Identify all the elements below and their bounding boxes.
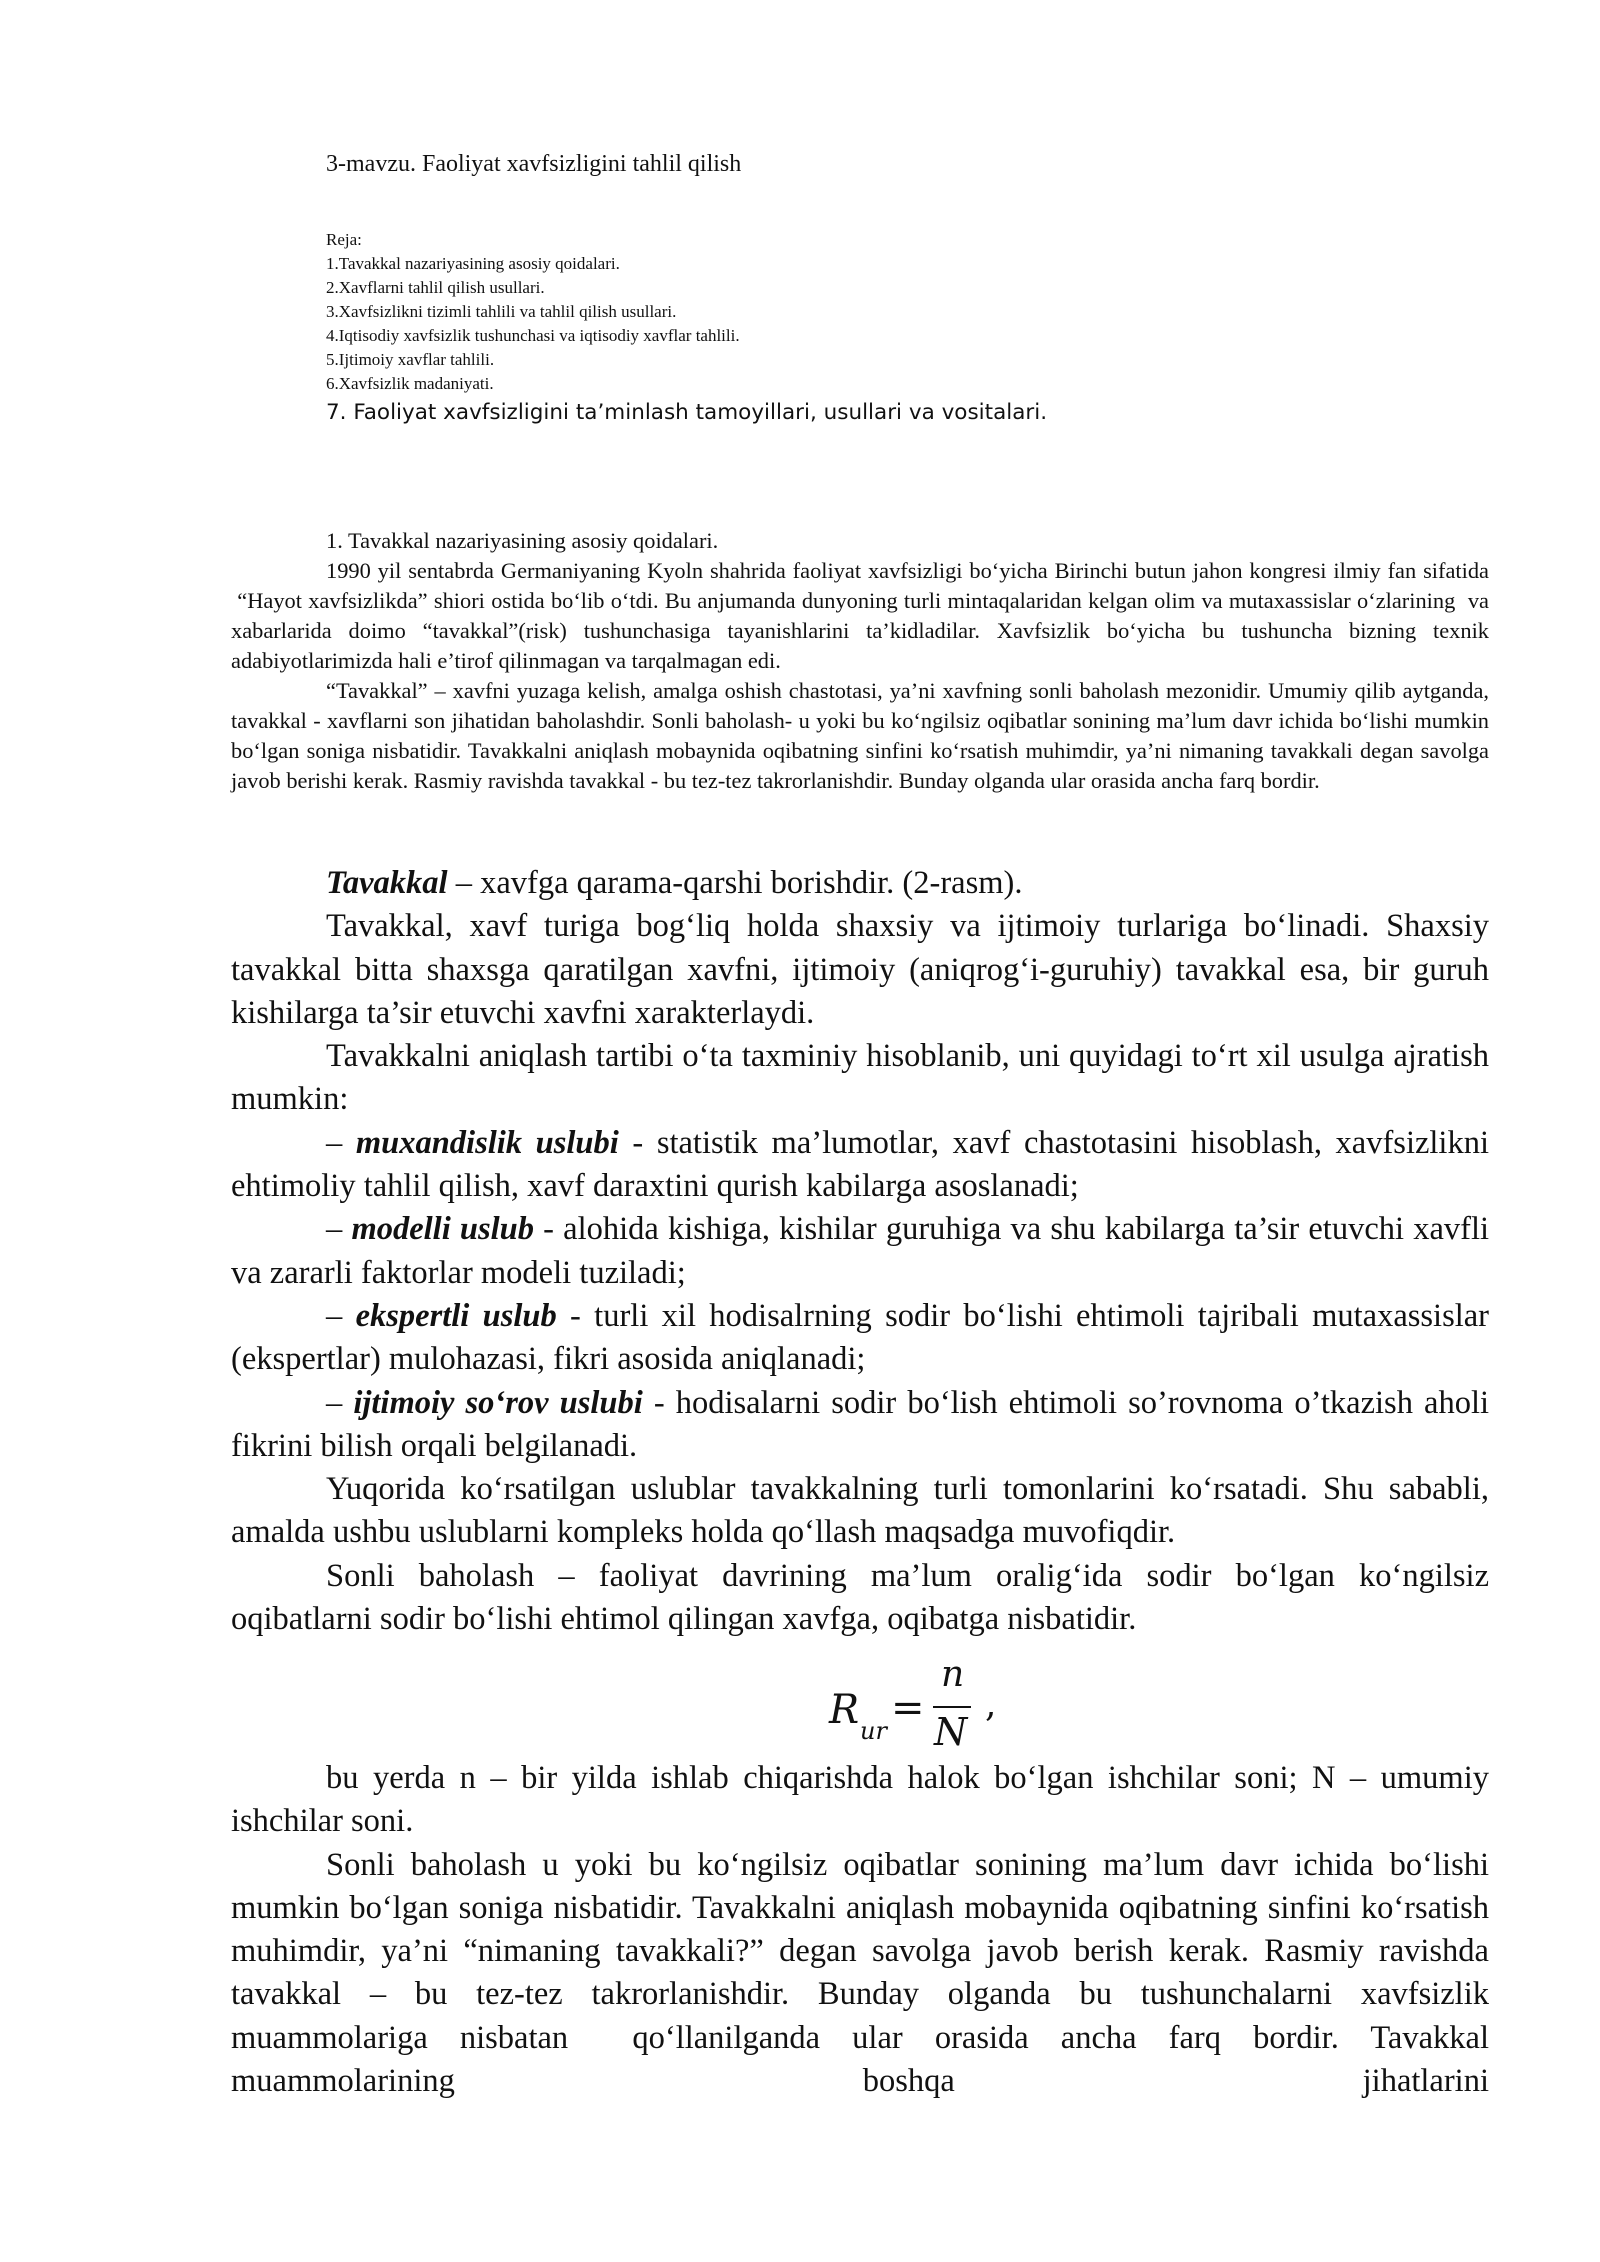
- plan-item: 1.Tavakkal nazariyasining asosiy qoidalari.: [326, 254, 620, 273]
- method-item: – muxandislik uslubi - statistik ma’lumotlar, xavf chastotasini hisoblash, xavfsizlikni ehtimoliy tahlil qilish, xavf daraxtini qurish kabilarga asoslanadi;: [231, 1124, 1489, 1205]
- fraction-bar: [933, 1706, 971, 1708]
- method-item: – ijtimoiy so‘rov uslubi - hodisalarni sodir bo‘lish ehtimoli so’rovnoma o’tkazish aholi fikrini bilish orqali belgilanadi.: [231, 1384, 1490, 1464]
- defined-term: Tavakkal: [326, 865, 448, 901]
- formula-denominator: N: [934, 1710, 968, 1754]
- plan-item: 3.Xavfsizlikni tizimli tahlili va tahlil qilish usullari.: [326, 302, 677, 321]
- formula-subscript: ur: [860, 1717, 887, 1745]
- plan-item: 6.Xavfsizlik madaniyati.: [326, 374, 494, 393]
- definition-text: – xavfga qarama-qarshi borishdir. (2-rasm).: [447, 865, 1023, 901]
- paragraph: Yuqorida ko‘rsatilgan uslublar tavakkalning turli tomonlarini ko‘rsatadi. Shu sababli, amalda ushbu uslublarni kompleks holda qo‘llash maqsadga muvofiqdir.: [231, 1471, 1489, 1551]
- method-term: ekspertli uslub: [355, 1297, 557, 1334]
- plan-item: 5.Ijtimoiy xavflar tahlili.: [326, 350, 495, 369]
- main-text-upper: [231, 862, 1489, 1641]
- risk-formula: [829, 1654, 1029, 1760]
- paragraph: Sonli baholash – faoliyat davrining ma’lum oralig‘ida sodir bo‘lgan ko‘ngilsiz oqibatlarni sodir bo‘lishi ehtimol qilingan xavfga, oqibatga nisbatidir.: [231, 1557, 1489, 1638]
- plan-list: [326, 228, 1047, 430]
- method-term: ijtimoiy so‘rov uslubi: [353, 1384, 643, 1421]
- plan-heading: Reja:: [326, 230, 362, 249]
- paragraph: Tavakkal, xavf turiga bog‘liq holda shaxsiy va ijtimoiy turlariga bo‘linadi. Shaxsiy tavakkal bitta shaxsga qaratilgan xavfni, ijtimoiy (aniqrog‘i-guruhiy) tavakkal esa, bir guruh kishilarga ta’sir etuvchi xavfni xarakterlaydi.: [231, 908, 1489, 1031]
- method-term: modelli uslub: [351, 1211, 534, 1248]
- formula-numerator: n: [941, 1654, 965, 1695]
- paragraph: 1990 yil sentabrda Germaniyaning Kyoln shahrida faoliyat xavfsizligi bo‘yicha Birinchi butun jahon kongresi ilmiy fan sifatida “Hayot xavfsizlikda” shiori ostida bo‘lib o‘tdi. Bu anjumanda dunyoning turli mintaqalaridan kelgan olim va mutaxassislar o‘zlarining va xabarlarida doimo “tavakkal”(risk) tushunchasiga tayanishlarini ta’kidladilar. Xavfsizlik bo‘yicha bu tushuncha bizning texnik adabiyotlarimizda hali e’tirof qilinmagan va tarqalmagan edi.: [231, 558, 1489, 673]
- method-item: – modelli uslub - alohida kishiga, kishilar guruhiga va shu kabilarga ta’sir etuvchi xavfli va zararli faktorlar modeli tuziladi;: [231, 1211, 1490, 1291]
- formula-lhs: R: [829, 1687, 860, 1733]
- paragraph: Tavakkalni aniqlash tartibi o‘ta taxminiy hisoblanib, uni quyidagi to‘rt xil usulga ajratish mumkin:: [231, 1038, 1489, 1118]
- section-small-text: [231, 526, 1489, 796]
- formula-equals: =: [891, 1685, 925, 1731]
- plan-item: 7. Faoliyat xavfsizligini ta’minlash tamoyillari, usullari va vositalari.: [326, 400, 1048, 425]
- paragraph: bu yerda n – bir yilda ishlab chiqarishda halok bo‘lgan ishchilar soni; N – umumiy ishchilar soni.: [231, 1760, 1489, 1840]
- document-title: 3-mavzu. Faoliyat xavfsizligini tahlil qilish: [326, 151, 742, 177]
- section-heading: 1. Tavakkal nazariyasining asosiy qoidalari.: [326, 528, 719, 553]
- method-item: – ekspertli uslub - turli xil hodisalrning sodir bo‘lishi ehtimoli tajribali mutaxassislar (ekspertlar) mulohazasi, fikri asosida aniqlanadi;: [231, 1297, 1490, 1378]
- main-text-lower: [231, 1757, 1489, 2103]
- plan-item: 4.Iqtisodiy xavfsizlik tushunchasi va iqtisodiy xavflar tahlili.: [326, 326, 740, 345]
- formula-comma: ,: [985, 1684, 997, 1725]
- definition: [231, 862, 1489, 905]
- paragraph: “Tavakkal” – xavfni yuzaga kelish, amalga oshish chastotasi, ya’ni xavfning sonli baholash mezonidir. Umumiy qilib aytganda, tavakkal - xavflarni son jihatidan baholashdir. Sonli baholash- u yoki bu ko‘ngilsiz oqibatlar sonining ma’lum davr ichida bo‘lishi mumkin bo‘lgan soniga nisbatidir. Tavakkalni aniqlash mobaynida oqibatning sinfini ko‘rsatish muhimdir, ya’ni nimaning tavakkali degan savolga javob berishi kerak. Rasmiy ravishda tavakkal - bu tez-tez takrorlanishdir. Bunday olganda ular orasida ancha farq bordir.: [231, 678, 1489, 793]
- plan-item: 2.Xavflarni tahlil qilish usullari.: [326, 278, 545, 297]
- method-term: muxandislik uslubi: [355, 1124, 619, 1161]
- paragraph: Sonli baholash u yoki bu ko‘ngilsiz oqibatlar sonining ma’lum davr ichida bo‘lishi mumkin bo‘lgan soniga nisbatidir. Tavakkalni aniqlash mobaynida oqibatning sinfini ko‘rsatish muhimdir, ya’ni “nimaning tavakkali?” degan savolga javob berish kerak. Rasmiy ravishda tavakkal – bu tez-tez takrorlanishdir. Bunday olganda bu tushunchalarni xavfsizlik muammolariga nisbatan qo‘llanilganda ular orasida ancha farq bordir. Tavakkal muammolarining boshqa jihatlarini: [231, 1846, 1489, 2100]
